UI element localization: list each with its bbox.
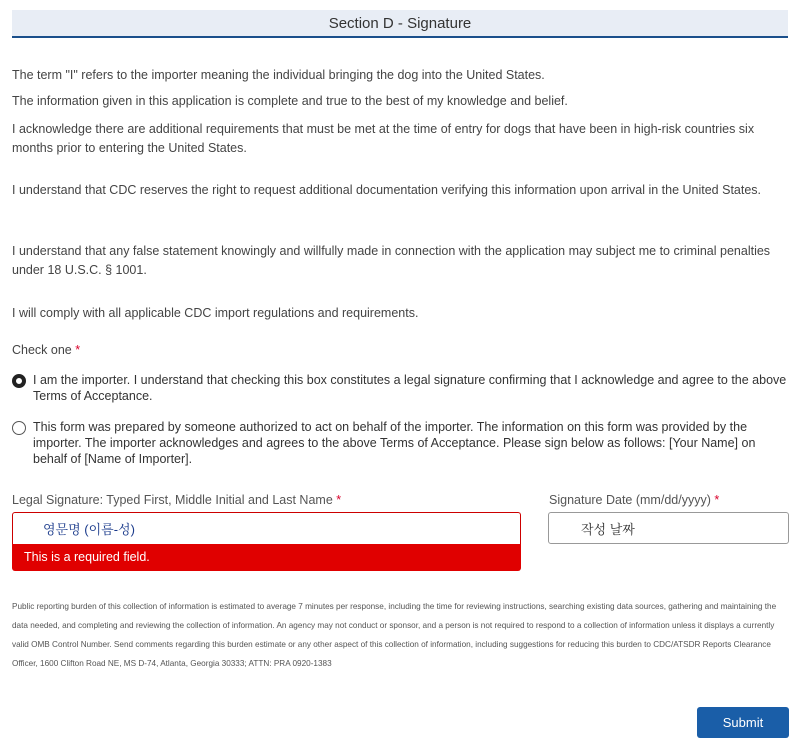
term-text: I understand that CDC reserves the right to request additional documentation verifying this information upon arrival in the United States.: [12, 183, 762, 197]
importer-radio[interactable]: [12, 374, 26, 388]
burden-statement: Public reporting burden of this collection of information is estimated to average 7 minutes per response, including the time for reviewing instructions, searching existing data sources, gathering and maintaining the data needed, and completing and reviewing the collection of information. An agency may not conduct or sponsor, and a person is not required to respond to a collection of information unless it displays a currently valid OMB Control Number. Send comments regarding this burden estimate or any other aspect of this collection of information, including suggestions for reducing this burden to CDC/ATSDR Reports Clearance Officer, 1600 Clifton Road NE, MS D-74, Atlanta, Georgia 30333; ATTN: PRA 0920-1383: [12, 602, 777, 668]
authorized-preparer-option-label: This form was prepared by someone authorized to act on behalf of the importer. The information on this form was provided by the importer. The importer acknowledges and agrees to the above Terms of Acceptance. Please sign below as follows: [Your Name] on behalf of [Name of Importer].: [33, 420, 756, 466]
term-text: I acknowledge there are additional requirements that must be met at the time of entry for dogs that have been in high-risk countries six months prior to entering the United States.: [12, 122, 755, 155]
signature-field-group: [12, 512, 521, 571]
submit-button[interactable]: Submit: [697, 707, 789, 738]
required-marker: *: [75, 343, 81, 357]
signature-input[interactable]: [12, 512, 521, 544]
importer-option-label: I am the importer. I understand that checking this box constitutes a legal signature confirming that I acknowledge and agree to the above Terms of Acceptance.: [33, 373, 787, 403]
check-one-text: Check one: [12, 343, 72, 357]
check-one-label: [12, 343, 80, 357]
signature-label-text: Legal Signature: Typed First, Middle Initial and Last Name: [12, 493, 333, 507]
term-text: The term "I" refers to the importer meaning the individual bringing the dog into the United States.: [12, 68, 545, 82]
section-header: [12, 10, 788, 38]
signature-date-label: [549, 493, 719, 507]
term-text: I will comply with all applicable CDC import regulations and requirements.: [12, 306, 419, 320]
authorized-preparer-radio[interactable]: [12, 421, 26, 435]
authorized-preparer-option[interactable]: [12, 419, 788, 467]
required-marker: *: [336, 493, 342, 507]
signature-error-message: This is a required field.: [12, 544, 521, 571]
signature-label: [12, 493, 341, 507]
term-text: The information given in this application is complete and true to the best of my knowledge and belief.: [12, 94, 568, 108]
signature-date-label-text: Signature Date (mm/dd/yyyy): [549, 493, 711, 507]
required-marker: *: [714, 493, 720, 507]
importer-option[interactable]: [12, 372, 788, 404]
term-text: I understand that any false statement knowingly and willfully made in connection with the application may subject me to criminal penalties under 18 U.S.C. § 1001.: [12, 244, 771, 277]
signature-date-input[interactable]: [548, 512, 789, 544]
section-title: Section D - Signature: [328, 14, 472, 32]
